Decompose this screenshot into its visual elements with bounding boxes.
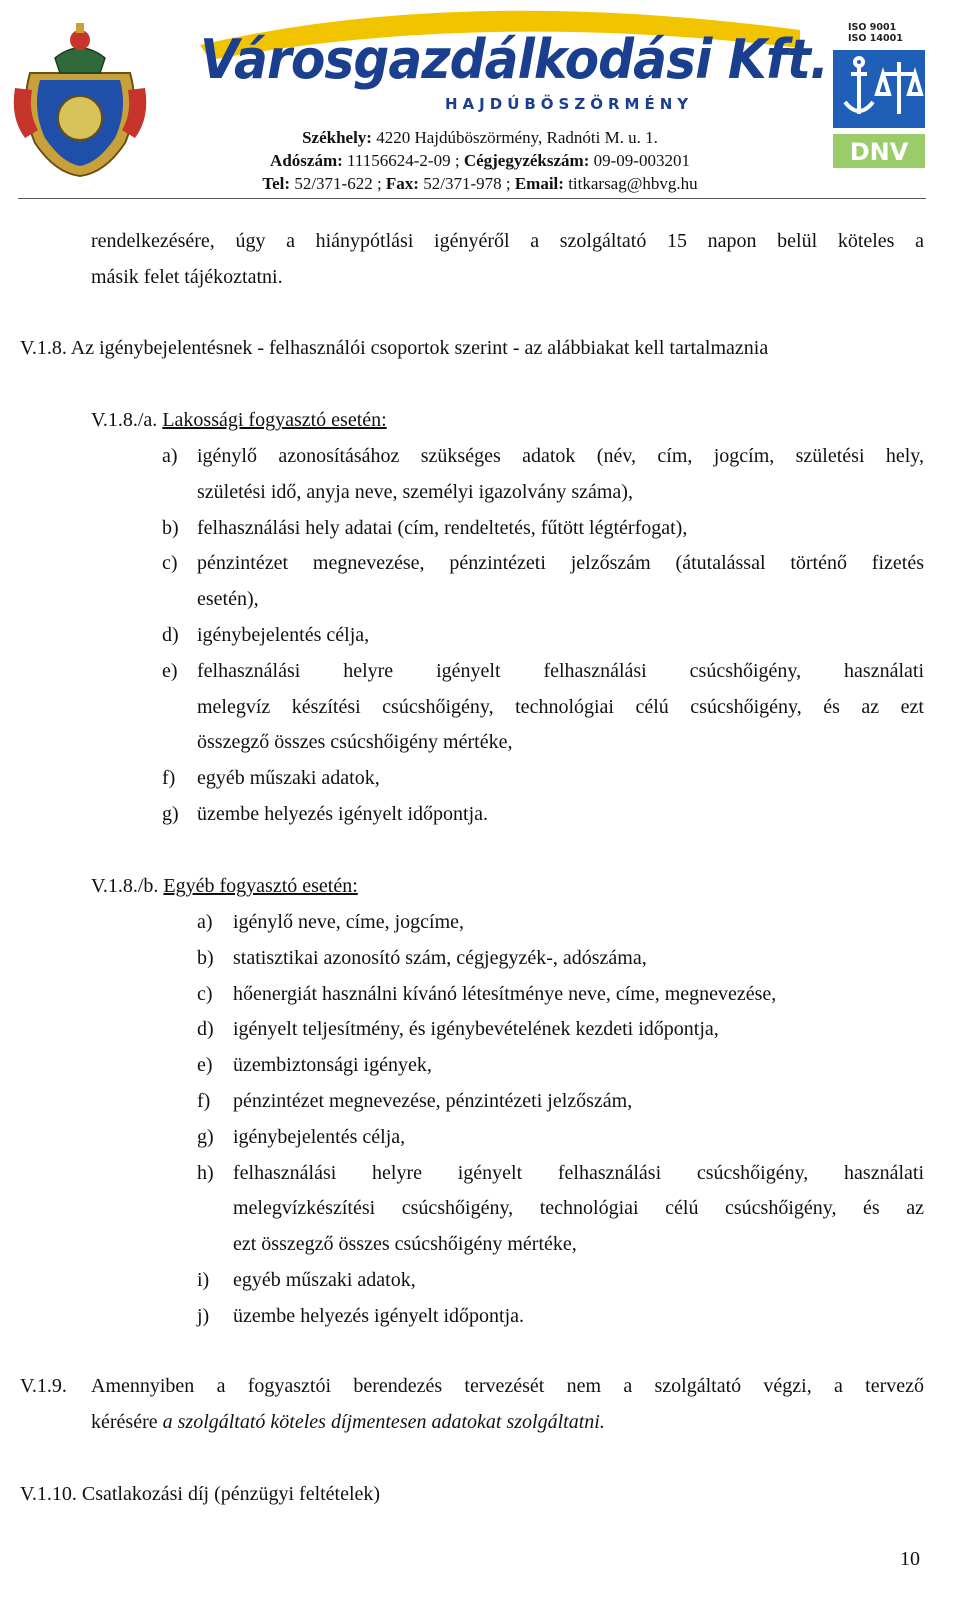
company-name: Városgazdálkodási Kft. bbox=[200, 28, 829, 91]
list-item-text: egyéb műszaki adatok, bbox=[233, 1269, 416, 1291]
header-tax-label: Adószám: bbox=[270, 151, 343, 170]
header-contact-line bbox=[0, 174, 960, 194]
list-item-label: g) bbox=[197, 1126, 214, 1148]
header-seat-value: 4220 Hajdúböszörmény, Radnóti M. u. 1. bbox=[376, 128, 658, 147]
list-item-text: egyéb műszaki adatok, bbox=[197, 767, 380, 789]
header-tax-line bbox=[0, 151, 960, 171]
header-divider bbox=[18, 198, 926, 199]
list-item-text: igényelt teljesítmény, és igénybevételének kezdeti időpontja, bbox=[233, 1018, 719, 1040]
list-item-label: e) bbox=[162, 660, 178, 682]
header-tel-value: 52/371-622 ; bbox=[294, 174, 382, 193]
list-item-text: születési idő, anyja neve, személyi igazolvány száma), bbox=[197, 481, 633, 503]
list-item-text: üzembe helyezés igényelt időpontja. bbox=[197, 803, 489, 825]
page-number: 10 bbox=[900, 1548, 920, 1570]
list-item-label: f) bbox=[162, 767, 176, 789]
list-item-label: b) bbox=[162, 517, 179, 539]
section-heading-v118: V.1.8. Az igénybejelentésnek - felhasználói csoportok szerint - az alábbiakat kell tartalmaznia bbox=[20, 337, 769, 359]
dnv-logo-text: DNV bbox=[849, 138, 909, 166]
list-item-label: d) bbox=[197, 1018, 214, 1040]
company-city: HAJDÚBÖSZÖRMÉNY bbox=[445, 95, 694, 113]
paragraph-line: Amennyiben a fogyasztói berendezés tervezését nem a szolgáltató végzi, a tervező bbox=[91, 1375, 924, 1397]
list-item-label: j) bbox=[197, 1305, 210, 1327]
list-item-text: pénzintézet megnevezése, pénzintézeti jelzőszám, bbox=[233, 1090, 633, 1112]
subsection-title: Lakossági fogyasztó esetén: bbox=[162, 409, 387, 431]
header-tax-value: 11156624-2-09 ; bbox=[347, 151, 460, 170]
list-item-label: c) bbox=[162, 552, 178, 574]
list-item-text: felhasználási helyre igényelt felhasználási csúcshőigény, használati bbox=[233, 1162, 924, 1184]
header-fax-value: 52/371-978 ; bbox=[423, 174, 511, 193]
header-tel-label: Tel: bbox=[262, 174, 291, 193]
subsection-heading-b bbox=[91, 874, 358, 898]
subsection-number: V.1.8./b. bbox=[91, 875, 159, 897]
header-email-value: titkarsag@hbvg.hu bbox=[568, 174, 698, 193]
list-item-label: a) bbox=[162, 445, 178, 467]
subsection-title: Egyéb fogyasztó esetén: bbox=[163, 875, 358, 897]
header-email-label: Email: bbox=[514, 174, 564, 193]
list-item-label: i) bbox=[197, 1269, 210, 1291]
list-item-text: igénybejelentés célja, bbox=[197, 624, 370, 646]
iso-line-2: ISO 14001 bbox=[848, 33, 903, 44]
header-registry-value: 09-09-003201 bbox=[593, 151, 690, 170]
list-item-label: b) bbox=[197, 947, 214, 969]
list-item-text: igénylő neve, címe, jogcíme, bbox=[233, 911, 465, 933]
list-item-text: igénylő azonosításához szükséges adatok (név, cím, jogcím, születési hely, bbox=[197, 445, 924, 467]
paragraph-line: másik felet tájékoztatni. bbox=[91, 266, 283, 288]
list-item-label: a) bbox=[197, 911, 213, 933]
list-item-text: összegző összes csúcshőigény mértéke, bbox=[197, 731, 513, 753]
list-item-text: statisztikai azonosító szám, cégjegyzék-, adószáma, bbox=[233, 947, 647, 969]
paragraph-line bbox=[91, 1410, 605, 1434]
header-registry-label: Cégjegyzékszám: bbox=[463, 151, 590, 170]
dnv-certification-icon bbox=[833, 22, 925, 172]
list-item-label: f) bbox=[197, 1090, 211, 1112]
list-item-text: felhasználási hely adatai (cím, rendeltetés, fűtött légtérfogat), bbox=[197, 517, 688, 539]
list-item-text: üzembiztonsági igények, bbox=[233, 1054, 432, 1076]
paragraph-line: rendelkezésére, úgy a hiánypótlási igényéről a szolgáltató 15 napon belül köteles a bbox=[91, 230, 924, 252]
list-item-text: melegvízkészítési csúcshőigény, technológiai célú csúcshőigény, és az bbox=[233, 1197, 924, 1219]
list-item-label: c) bbox=[197, 983, 213, 1005]
list-item-label: d) bbox=[162, 624, 179, 646]
subsection-heading-a bbox=[91, 408, 387, 432]
text-span: kérésére bbox=[91, 1411, 158, 1433]
list-item-text: melegvíz készítési csúcshőigény, technológiai célú csúcshőigény, és az ezt bbox=[197, 696, 924, 718]
list-item-text: esetén), bbox=[197, 588, 259, 610]
section-heading-v1110: V.1.10. Csatlakozási díj (pénzügyi feltételek) bbox=[20, 1483, 381, 1505]
header-seat-label: Székhely: bbox=[302, 128, 372, 147]
header-fax-label: Fax: bbox=[385, 174, 419, 193]
subsection-number: V.1.8./a. bbox=[91, 409, 158, 431]
list-item-text: igénybejelentés célja, bbox=[233, 1126, 406, 1148]
list-item-text: felhasználási helyre igényelt felhasználási csúcshőigény, használati bbox=[197, 660, 924, 682]
list-item-text: üzembe helyezés igényelt időpontja. bbox=[233, 1305, 525, 1327]
text-span-italic: a szolgáltató köteles díjmentesen adatokat szolgáltatni. bbox=[162, 1411, 605, 1433]
header-address-line bbox=[0, 128, 960, 148]
section-number-v119: V.1.9. bbox=[20, 1375, 67, 1397]
list-item-text: hőenergiát használni kívánó létesítménye neve, címe, megnevezése, bbox=[233, 983, 777, 1005]
iso-line-1: ISO 9001 bbox=[848, 22, 897, 33]
list-item-label: e) bbox=[197, 1054, 213, 1076]
list-item-label: g) bbox=[162, 803, 179, 825]
list-item-text: pénzintézet megnevezése, pénzintézeti jelzőszám (átutalással történő fizetés bbox=[197, 552, 924, 574]
list-item-label: h) bbox=[197, 1162, 214, 1184]
list-item-text: ezt összegző összes csúcshőigény mértéke, bbox=[233, 1233, 577, 1255]
